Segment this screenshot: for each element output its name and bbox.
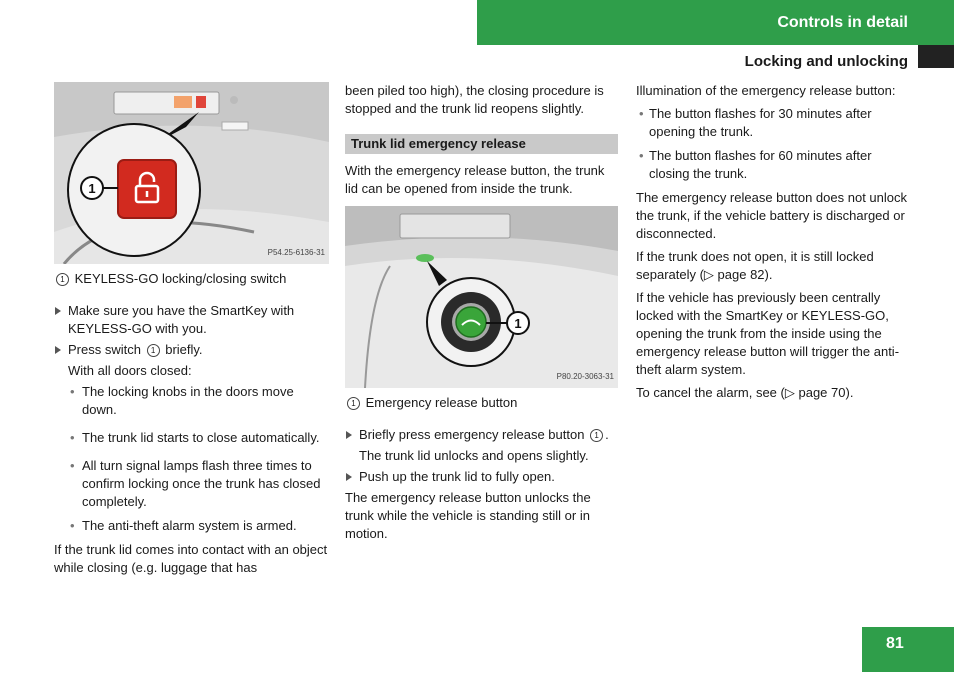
caption-text: Emergency release button (365, 395, 518, 410)
chapter-title: Controls in detail (777, 14, 908, 31)
callout-number: 1 (147, 344, 160, 357)
body-paragraph: Illumination of the emergency release button: (636, 83, 896, 98)
instruction-step: Briefly press emergency release button 1 . (345, 426, 618, 444)
trunk-lid-illustration (345, 206, 618, 388)
section-title: Locking and unlocking (744, 53, 908, 70)
figure-callout: 1 (514, 316, 522, 331)
body-paragraph: To cancel the alarm, see (▷ page 70). (636, 385, 854, 400)
figure-code: P80.20-3063-31 (556, 372, 614, 381)
list-item: • The button flashes for 30 minutes after opening the trunk. (636, 105, 908, 141)
figure-emergency-release (345, 206, 618, 388)
instruction-step: Make sure you have the SmartKey with KEYLESS-GO with you. (54, 302, 329, 338)
list-item: • The button flashes for 60 minutes after closing the trunk. (636, 147, 908, 183)
figure-caption (54, 270, 329, 288)
column-1 (54, 82, 329, 582)
callout-number: 1 (590, 429, 603, 442)
figure-callout: 1 (88, 181, 96, 196)
step-result: The trunk lid unlocks and opens slightly. (359, 448, 589, 463)
body-paragraph: The emergency release button does not unlock the trunk, if the vehicle battery is discharged or disconnected. (636, 190, 908, 241)
chapter-tab-marker (918, 45, 954, 68)
list-item: • All turn signal lamps flash three times to confirm locking once the trunk has closed completely. (54, 457, 329, 511)
page-ref-arrow-icon: ▷ (784, 385, 795, 400)
figure-keyless-go-switch (54, 82, 329, 264)
subsection-heading: Trunk lid emergency release (345, 134, 618, 154)
page-reference-link[interactable]: page 82 (717, 267, 765, 282)
instruction-step: Press switch 1 briefly. (54, 341, 329, 359)
list-item: • The anti-theft alarm system is armed. (54, 517, 329, 535)
figure-code: P54.25-6136-31 (267, 248, 325, 257)
callout-number: 1 (56, 273, 69, 286)
body-paragraph: been piled too high), the closing procedure is stopped and the trunk lid reopens slightly. (345, 83, 604, 116)
emergency-release-button (456, 307, 486, 337)
column-3 (636, 82, 908, 407)
page-number: 81 (862, 627, 954, 672)
body-paragraph: If the trunk lid comes into contact with an object while closing (e.g. luggage that has (54, 542, 328, 575)
page-ref-arrow-icon: ▷ (703, 267, 714, 282)
step-result: With all doors closed: (68, 363, 192, 378)
caption-text: KEYLESS-GO locking/closing switch (74, 271, 287, 286)
body-paragraph: With the emergency release button, the trunk lid can be opened from inside the trunk. (345, 163, 605, 196)
instruction-step: Push up the trunk lid to fully open. (345, 468, 618, 486)
figure-caption (345, 394, 618, 412)
list-item: • The locking knobs in the doors move down. (54, 383, 329, 419)
chapter-header (477, 0, 954, 45)
column-2 (345, 82, 618, 548)
body-paragraph: The emergency release button unlocks the trunk while the vehicle is standing still or in motion. (345, 490, 591, 541)
callout-number: 1 (347, 397, 360, 410)
body-paragraph: If the vehicle has previously been centrally locked with the SmartKey or KEYLESS-GO, opening the trunk from the inside using the emergency release button will trigger the anti-theft alarm system. (636, 290, 900, 377)
trunk-interior-illustration (54, 82, 329, 264)
page-reference-link[interactable]: page 70 (798, 385, 846, 400)
lock-switch (118, 160, 176, 218)
body-paragraph: If the trunk does not open, it is still locked separately (▷ page 82). (636, 249, 874, 282)
list-item: • The trunk lid starts to close automatically. (54, 429, 329, 447)
